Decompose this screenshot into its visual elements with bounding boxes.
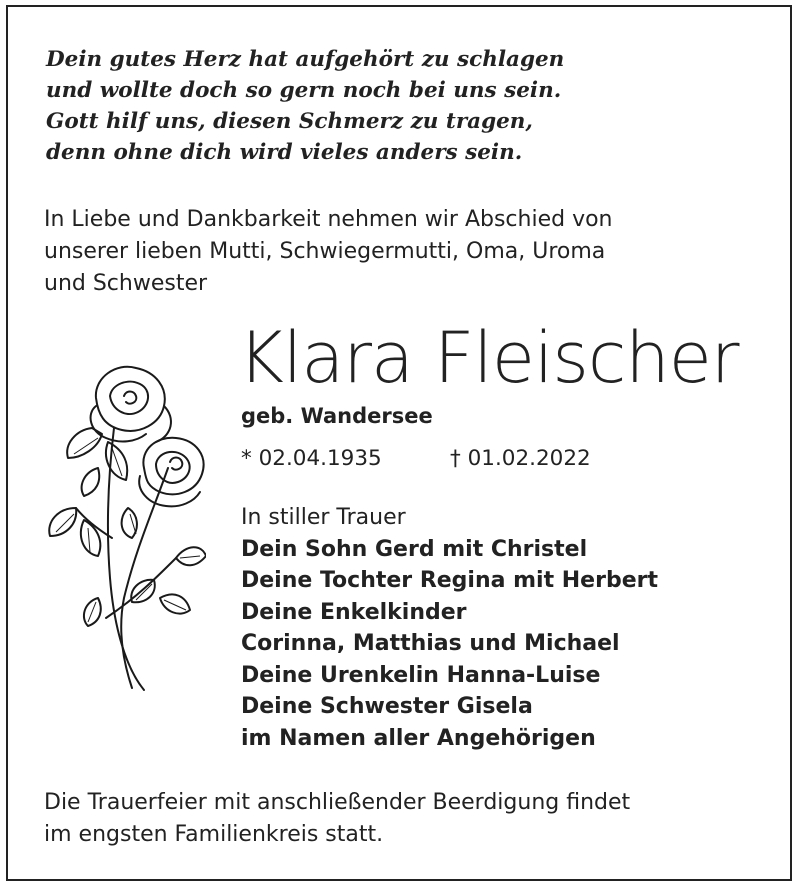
mourner-line: Deine Tochter Regina mit Herbert <box>241 568 658 593</box>
mourners-list <box>241 502 658 754</box>
mourner-line: im Namen aller Angehörigen <box>241 725 596 751</box>
poem-line: und wollte doch so gern noch bei uns sein. <box>46 78 562 103</box>
mourners-heading: In stiller Trauer <box>241 505 406 530</box>
closing-line: im engsten Familienkreis statt. <box>44 822 384 847</box>
poem-line: denn ohne dich wird vieles anders sein. <box>46 140 523 165</box>
poem-line: Dein gutes Herz hat aufgehört zu schlagen <box>46 47 565 72</box>
closing-line: Die Trauerfeier mit anschließender Beerdigung findet <box>44 790 631 815</box>
intro-line: In Liebe und Dankbarkeit nehmen wir Abschied von <box>44 207 613 232</box>
maiden-name: geb. Wandersee <box>241 404 433 428</box>
intro-text <box>44 204 613 300</box>
birth-date: * 02.04.1935 <box>241 446 382 471</box>
funeral-notice <box>44 787 630 851</box>
rose-icon <box>36 358 206 698</box>
intro-line: unserer lieben Mutti, Schwiegermutti, Oma, Uroma <box>44 239 606 264</box>
death-date: † 01.02.2022 <box>450 446 591 471</box>
mourner-line: Deine Enkelkinder <box>241 599 467 625</box>
deceased-name: Klara Fleischer <box>238 317 739 399</box>
mourner-line: Deine Schwester Gisela <box>241 694 533 719</box>
poem-line: Gott hilf uns, diesen Schmerz zu tragen, <box>46 109 533 134</box>
poem <box>46 44 564 168</box>
mourner-line: Dein Sohn Gerd mit Christel <box>241 536 588 562</box>
mourner-line: Corinna, Matthias und Michael <box>241 631 620 656</box>
mourner-line: Deine Urenkelin Hanna-Luise <box>241 662 601 688</box>
intro-line: und Schwester <box>44 271 208 296</box>
life-dates <box>241 446 591 471</box>
